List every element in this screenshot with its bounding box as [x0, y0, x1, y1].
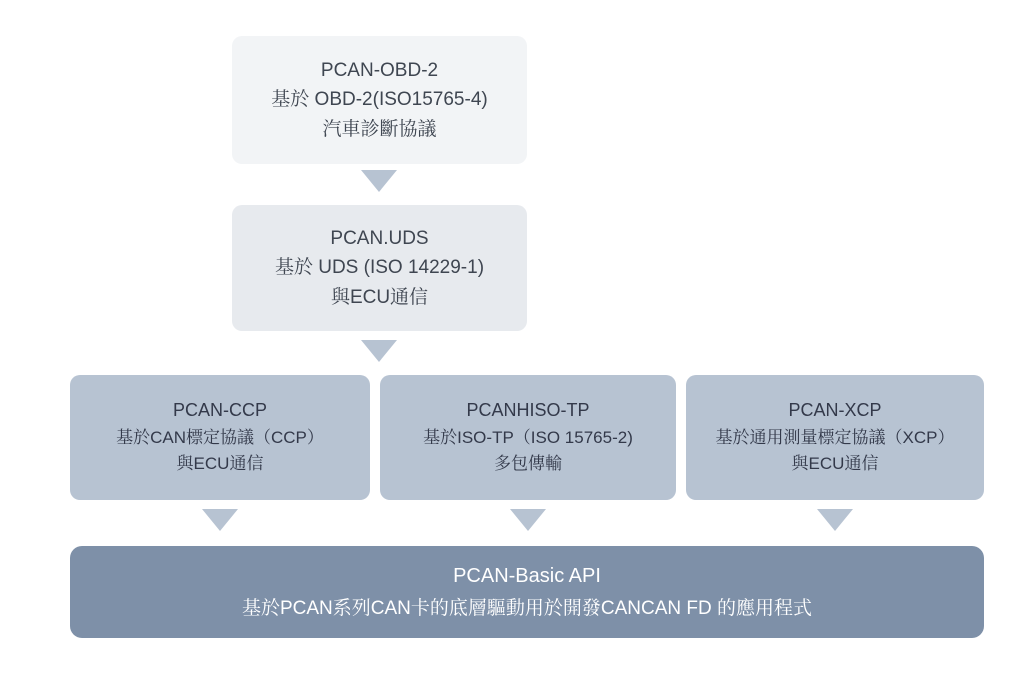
- node-pcan-isotp-line1: PCANHISO-TP: [466, 400, 590, 421]
- down-arrow-icon-ccp-to-basic: [202, 509, 238, 531]
- node-pcan-ccp-line2: 基於CAN標定協議（CCP）: [116, 428, 324, 448]
- node-pcan-xcp-line2: 基於通用測量標定協議（XCP）: [715, 428, 955, 448]
- node-pcan-ccp-line3: 與ECU通信: [176, 454, 264, 474]
- node-pcan-uds-line3: 與ECU通信: [330, 286, 429, 308]
- node-pcan-basic-api-line2: 基於PCAN系列CAN卡的底層驅動用於開發CANCAN FD 的應用程式: [241, 597, 813, 619]
- node-pcan-uds-line1: PCAN.UDS: [330, 227, 429, 249]
- node-pcan-isotp-line2: 基於ISO-TP（ISO 15765-2): [423, 428, 633, 448]
- node-pcan-obd2-line1: PCAN-OBD-2: [320, 59, 439, 81]
- down-arrow-icon-obd-to-uds: [361, 170, 397, 192]
- node-pcan-isotp: [380, 375, 676, 500]
- node-pcan-ccp-line1: PCAN-CCP: [172, 400, 267, 421]
- node-pcan-obd2-line2: 基於 OBD-2(ISO15765-4): [271, 89, 488, 111]
- node-pcan-obd2-line3: 汽車診斷協議: [322, 118, 437, 140]
- node-pcan-basic-api: [70, 546, 984, 638]
- node-pcan-xcp: [686, 375, 984, 500]
- node-pcan-uds: [232, 205, 527, 331]
- node-pcan-obd2: [232, 36, 527, 164]
- node-pcan-uds-line2: 基於 UDS (ISO 14229-1): [274, 257, 485, 279]
- down-arrow-icon-xcp-to-basic: [817, 509, 853, 531]
- down-arrow-icon-isotp-to-basic: [510, 509, 546, 531]
- node-pcan-xcp-line1: PCAN-XCP: [788, 400, 882, 421]
- node-pcan-basic-api-line1: PCAN-Basic API: [453, 564, 601, 587]
- down-arrow-icon-uds-to-middle: [361, 340, 397, 362]
- node-pcan-ccp: [70, 375, 370, 500]
- node-pcan-isotp-line3: 多包傳輸: [494, 454, 562, 474]
- node-pcan-xcp-line3: 與ECU通信: [791, 454, 879, 474]
